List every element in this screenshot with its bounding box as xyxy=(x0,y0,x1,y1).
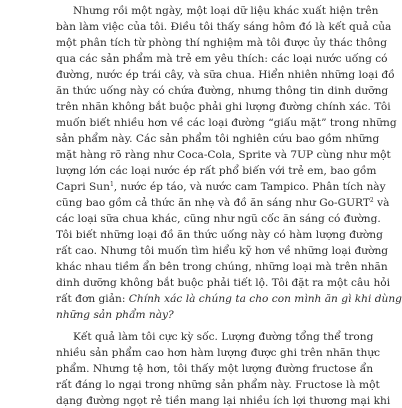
footnote-marker-1: 1 xyxy=(109,181,114,188)
p1-line-10: mặt hàng rõ ràng như Coca-Cola, Sprite và 7UP cùng như một xyxy=(56,149,391,161)
p2-line-2: nhiều sản phẩm cao hơn hàm lượng được ghi trên nhãn thực xyxy=(56,347,381,359)
p1-line-2: bàn làm việc của tôi. Điều tôi thấy sáng hôm đó là kết quả của xyxy=(56,21,392,33)
p1-line-13-text: cũng bao gồm cả thức ăn nhẹ và đồ ăn sáng như Go-GURT xyxy=(56,197,370,209)
question-italic: Chính xác là chúng ta cho con mình ăn gì khi dùng xyxy=(128,293,402,305)
p1-line-18: dinh dưỡng không bắt buộc phải tiết lộ. Tôi đặt ra một câu hỏi xyxy=(56,277,391,289)
p1-line-12-rest: , nước ép táo, và nước cam Tampico. Phân tích này xyxy=(113,181,386,193)
p1-line-3: một phân tích từ phòng thí nghiệm mà tôi được ủy thác thông xyxy=(56,37,387,49)
p1-line-7: trên nhãn không bắt buộc phải ghi lượng đường chính xác. Tôi xyxy=(56,101,391,113)
p1-line-19 xyxy=(56,293,402,306)
p1-line-8: muốn biết nhiều hơn về các loại đường “giấu mặt” trong những xyxy=(56,117,397,129)
p1-line-11: lượng lớn các loại nước ép rất phổ biến với trẻ em, bao gồm xyxy=(56,165,377,177)
p1-line-1: Nhưng rồi một ngày, một loại dữ liệu khác xuất hiện trên xyxy=(73,5,379,17)
p1-line-14: các loại sữa chua khác, cũng như ngũ cốc ăn sáng có đường. xyxy=(56,213,381,225)
p1-line-13 xyxy=(56,197,390,210)
footnote-marker-2: 2 xyxy=(369,197,374,204)
p1-line-4: qua các sản phẩm mà trẻ em yêu thích: các loại nước uống có xyxy=(56,53,388,65)
p1-line-15: Tôi biết những loại đồ ăn thức uống này có hàm lượng đường xyxy=(56,229,383,241)
p1-line-19-text: rất đơn giản: xyxy=(56,293,129,305)
p1-line-17: khác nhau tiềm ẩn bên trong chúng, những loại mà trên nhãn xyxy=(56,261,388,273)
p1-line-13-rest: và xyxy=(373,197,390,209)
p2-line-5: dạng đường ngọt rẻ tiền mang lại nhiều ích lợi thương mại khi xyxy=(56,395,391,407)
p1-line-12 xyxy=(56,181,386,194)
p2-line-3: phẩm. Nhưng tệ hơn, tôi thấy một lượng đường fructose ẩn xyxy=(56,363,374,375)
p1-line-9: sản phẩm này. Các sản phẩm tôi nghiên cứu bao gồm những xyxy=(56,133,380,145)
p1-line-5: đường, nước ép trái cây, và sữa chua. Hiển nhiên những loại đồ xyxy=(56,69,395,81)
p1-line-20: những sản phẩm này? xyxy=(56,309,174,321)
p1-line-6: ăn thức uống này có chứa đường, nhưng thông tin dinh dưỡng xyxy=(56,85,389,97)
p2-line-4: rất đáng lo ngại trong những sản phẩm này. Fructose là một xyxy=(56,379,380,391)
brand-capri-sun: Capri Sun xyxy=(56,181,110,193)
p1-line-16: rất cao. Nhưng tôi muốn tìm hiểu kỹ hơn về những loại đường xyxy=(56,245,389,257)
p2-line-1: Kết quả làm tôi cực kỳ sốc. Lượng đường tổng thể trong xyxy=(73,331,374,343)
